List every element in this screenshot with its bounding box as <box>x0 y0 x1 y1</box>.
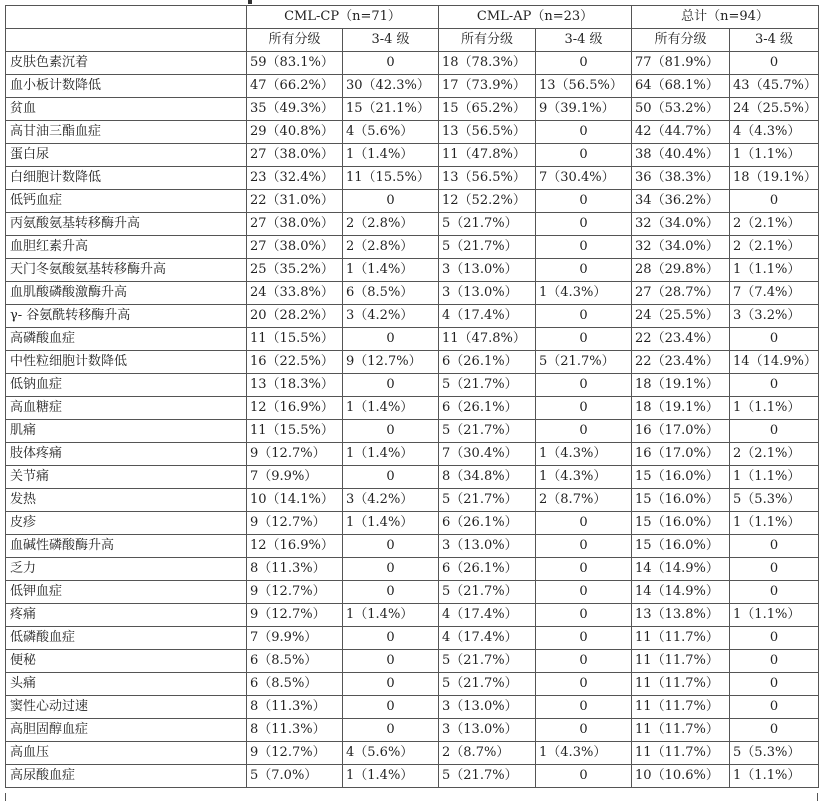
adverse-event-name: 乏力 <box>6 558 247 581</box>
value-cell: 0 <box>536 535 632 558</box>
value-cell: 7（30.4%） <box>536 167 632 190</box>
adverse-event-name: 皮疹 <box>6 512 247 535</box>
value-cell: 0 <box>536 121 632 144</box>
value-cell: 0 <box>730 650 819 673</box>
table-row <box>6 420 819 443</box>
value-cell: 2（8.7%） <box>536 489 632 512</box>
value-cell: 0 <box>730 581 819 604</box>
value-cell: 20（28.2%） <box>247 305 343 328</box>
value-cell: 0 <box>536 144 632 167</box>
value-cell: 1（1.4%） <box>343 512 439 535</box>
value-cell: 0 <box>536 374 632 397</box>
adverse-events-table <box>5 5 819 788</box>
value-cell: 0 <box>536 52 632 75</box>
value-cell: 1（1.4%） <box>343 397 439 420</box>
value-cell: 36（38.3%） <box>632 167 730 190</box>
table-row <box>6 696 819 719</box>
value-cell: 12（16.9%） <box>247 397 343 420</box>
value-cell: 22（31.0%） <box>247 190 343 213</box>
value-cell: 3（13.0%） <box>439 535 536 558</box>
value-cell: 1（1.4%） <box>343 604 439 627</box>
value-cell: 0 <box>536 328 632 351</box>
value-cell: 0 <box>343 52 439 75</box>
value-cell: 3（13.0%） <box>439 696 536 719</box>
value-cell: 0 <box>536 420 632 443</box>
adverse-event-name: 低钠血症 <box>6 374 247 397</box>
value-cell: 9（12.7%） <box>247 512 343 535</box>
value-cell: 11（15.5%） <box>247 328 343 351</box>
value-cell: 18（19.1%） <box>632 397 730 420</box>
value-cell: 3（4.2%） <box>343 489 439 512</box>
value-cell: 6（26.1%） <box>439 351 536 374</box>
value-cell: 9（12.7%） <box>247 443 343 466</box>
value-cell: 0 <box>343 328 439 351</box>
value-cell: 2（2.1%） <box>730 236 819 259</box>
value-cell: 1（1.1%） <box>730 466 819 489</box>
value-cell: 1（1.1%） <box>730 144 819 167</box>
table-row <box>6 213 819 236</box>
table-row <box>6 627 819 650</box>
adverse-event-name: 中性粒细胞计数降低 <box>6 351 247 374</box>
value-cell: 4（5.6%） <box>343 121 439 144</box>
value-cell: 7（7.4%） <box>730 282 819 305</box>
value-cell: 1（1.4%） <box>343 765 439 788</box>
value-cell: 4（17.4%） <box>439 627 536 650</box>
table-row <box>6 397 819 420</box>
table-row <box>6 144 819 167</box>
corner-cell <box>6 29 247 52</box>
subheader-row <box>6 29 819 52</box>
value-cell: 15（16.0%） <box>632 466 730 489</box>
value-cell: 47（66.2%） <box>247 75 343 98</box>
subheader-grade-3-4: 3-4 级 <box>536 29 632 52</box>
value-cell: 18（19.1%） <box>730 167 819 190</box>
corner-cell <box>6 6 247 29</box>
value-cell: 0 <box>536 305 632 328</box>
value-cell: 4（17.4%） <box>439 305 536 328</box>
value-cell: 1（4.3%） <box>536 466 632 489</box>
value-cell: 6（8.5%） <box>343 282 439 305</box>
value-cell: 2（2.1%） <box>730 213 819 236</box>
adverse-event-name: 窦性心动过速 <box>6 696 247 719</box>
adverse-event-name: 肢体疼痛 <box>6 443 247 466</box>
cropped-caption-mark <box>248 0 252 4</box>
adverse-event-name: 高血压 <box>6 742 247 765</box>
value-cell: 13（18.3%） <box>247 374 343 397</box>
value-cell: 0 <box>730 696 819 719</box>
value-cell: 24（25.5%） <box>632 305 730 328</box>
value-cell: 8（11.3%） <box>247 719 343 742</box>
value-cell: 0 <box>536 650 632 673</box>
value-cell: 5（21.7%） <box>439 420 536 443</box>
table-row <box>6 512 819 535</box>
value-cell: 0 <box>536 627 632 650</box>
value-cell: 4（5.6%） <box>343 742 439 765</box>
value-cell: 23（32.4%） <box>247 167 343 190</box>
table-row <box>6 259 819 282</box>
value-cell: 0 <box>343 696 439 719</box>
value-cell: 15（16.0%） <box>632 512 730 535</box>
value-cell: 16（22.5%） <box>247 351 343 374</box>
adverse-event-name: 高血糖症 <box>6 397 247 420</box>
value-cell: 2（2.8%） <box>343 236 439 259</box>
table-row <box>6 604 819 627</box>
value-cell: 15（16.0%） <box>632 535 730 558</box>
value-cell: 32（34.0%） <box>632 236 730 259</box>
table-row <box>6 282 819 305</box>
adverse-event-name: 高磷酸血症 <box>6 328 247 351</box>
value-cell: 22（23.4%） <box>632 351 730 374</box>
value-cell: 0 <box>343 581 439 604</box>
adverse-event-name: 发热 <box>6 489 247 512</box>
value-cell: 28（29.8%） <box>632 259 730 282</box>
value-cell: 3（3.2%） <box>730 305 819 328</box>
value-cell: 42（44.7%） <box>632 121 730 144</box>
table-row <box>6 236 819 259</box>
value-cell: 59（83.1%） <box>247 52 343 75</box>
value-cell: 13（56.5%） <box>439 121 536 144</box>
value-cell: 0 <box>343 420 439 443</box>
value-cell: 2（8.7%） <box>439 742 536 765</box>
value-cell: 6（8.5%） <box>247 673 343 696</box>
value-cell: 11（47.8%） <box>439 144 536 167</box>
table-row <box>6 75 819 98</box>
table-row <box>6 374 819 397</box>
adverse-event-name: 血小板计数降低 <box>6 75 247 98</box>
value-cell: 16（17.0%） <box>632 420 730 443</box>
value-cell: 11（15.5%） <box>343 167 439 190</box>
value-cell: 18（19.1%） <box>632 374 730 397</box>
value-cell: 14（14.9%） <box>730 351 819 374</box>
value-cell: 38（40.4%） <box>632 144 730 167</box>
adverse-event-name: 贫血 <box>6 98 247 121</box>
value-cell: 0 <box>536 696 632 719</box>
value-cell: 4（17.4%） <box>439 604 536 627</box>
adverse-event-name: 低钙血症 <box>6 190 247 213</box>
value-cell: 0 <box>343 627 439 650</box>
value-cell: 8（11.3%） <box>247 696 343 719</box>
value-cell: 27（38.0%） <box>247 236 343 259</box>
value-cell: 0 <box>343 535 439 558</box>
value-cell: 0 <box>536 213 632 236</box>
adverse-event-name: 血碱性磷酸酶升高 <box>6 535 247 558</box>
value-cell: 0 <box>536 673 632 696</box>
table-row <box>6 190 819 213</box>
adverse-event-name: 低钾血症 <box>6 581 247 604</box>
value-cell: 7（9.9%） <box>247 627 343 650</box>
value-cell: 1（1.1%） <box>730 765 819 788</box>
value-cell: 13（56.5%） <box>439 167 536 190</box>
value-cell: 14（14.9%） <box>632 558 730 581</box>
value-cell: 0 <box>343 650 439 673</box>
table-row <box>6 351 819 374</box>
adverse-event-name: 便秘 <box>6 650 247 673</box>
value-cell: 9（39.1%） <box>536 98 632 121</box>
value-cell: 25（35.2%） <box>247 259 343 282</box>
value-cell: 77（81.9%） <box>632 52 730 75</box>
value-cell: 1（1.1%） <box>730 397 819 420</box>
value-cell: 11（11.7%） <box>632 696 730 719</box>
table-row <box>6 719 819 742</box>
value-cell: 24（33.8%） <box>247 282 343 305</box>
value-cell: 15（16.0%） <box>632 489 730 512</box>
table-row <box>6 742 819 765</box>
value-cell: 29（40.8%） <box>247 121 343 144</box>
subheader-grade-3-4: 3-4 级 <box>730 29 819 52</box>
table-row <box>6 489 819 512</box>
value-cell: 1（4.3%） <box>536 742 632 765</box>
value-cell: 0 <box>730 673 819 696</box>
value-cell: 4（4.3%） <box>730 121 819 144</box>
value-cell: 3（13.0%） <box>439 282 536 305</box>
value-cell: 27（28.7%） <box>632 282 730 305</box>
value-cell: 6（26.1%） <box>439 512 536 535</box>
value-cell: 5（21.7%） <box>439 236 536 259</box>
value-cell: 15（21.1%） <box>343 98 439 121</box>
value-cell: 0 <box>730 719 819 742</box>
table-row <box>6 466 819 489</box>
value-cell: 22（23.4%） <box>632 328 730 351</box>
value-cell: 3（4.2%） <box>343 305 439 328</box>
group-header-cml-cp: CML-CP（n=71） <box>247 6 439 29</box>
adverse-event-name: 丙氨酸氨基转移酶升高 <box>6 213 247 236</box>
value-cell: 11（11.7%） <box>632 719 730 742</box>
value-cell: 6（26.1%） <box>439 558 536 581</box>
value-cell: 1（1.1%） <box>730 259 819 282</box>
adverse-event-name: 皮肤色素沉着 <box>6 52 247 75</box>
table-border-continuation <box>5 793 6 801</box>
value-cell: 5（21.7%） <box>439 765 536 788</box>
adverse-event-name: 蛋白尿 <box>6 144 247 167</box>
adverse-event-name: 白细胞计数降低 <box>6 167 247 190</box>
value-cell: 11（11.7%） <box>632 673 730 696</box>
adverse-event-name: 高胆固醇血症 <box>6 719 247 742</box>
value-cell: 1（4.3%） <box>536 443 632 466</box>
table-row <box>6 650 819 673</box>
value-cell: 0 <box>730 52 819 75</box>
subheader-all-grades: 所有分级 <box>439 29 536 52</box>
value-cell: 1（1.1%） <box>730 604 819 627</box>
value-cell: 10（10.6%） <box>632 765 730 788</box>
value-cell: 2（2.8%） <box>343 213 439 236</box>
value-cell: 17（73.9%） <box>439 75 536 98</box>
value-cell: 0 <box>536 719 632 742</box>
adverse-event-name: 血胆红素升高 <box>6 236 247 259</box>
value-cell: 0 <box>536 765 632 788</box>
value-cell: 0 <box>730 374 819 397</box>
value-cell: 5（21.7%） <box>536 351 632 374</box>
value-cell: 0 <box>730 558 819 581</box>
table-row <box>6 305 819 328</box>
value-cell: 9（12.7%） <box>343 351 439 374</box>
value-cell: 1（1.1%） <box>730 512 819 535</box>
table-row <box>6 121 819 144</box>
value-cell: 14（14.9%） <box>632 581 730 604</box>
subheader-all-grades: 所有分级 <box>247 29 343 52</box>
table-border-continuation <box>817 793 818 801</box>
value-cell: 11（11.7%） <box>632 742 730 765</box>
adverse-event-name: 天门冬氨酸氨基转移酶升高 <box>6 259 247 282</box>
value-cell: 11（47.8%） <box>439 328 536 351</box>
value-cell: 6（26.1%） <box>439 397 536 420</box>
table-row <box>6 167 819 190</box>
adverse-event-name: γ- 谷氨酰转移酶升高 <box>6 305 247 328</box>
adverse-event-name: 低磷酸血症 <box>6 627 247 650</box>
value-cell: 0 <box>536 512 632 535</box>
table-row <box>6 535 819 558</box>
value-cell: 2（2.1%） <box>730 443 819 466</box>
value-cell: 0 <box>730 190 819 213</box>
table-row <box>6 673 819 696</box>
value-cell: 0 <box>536 604 632 627</box>
value-cell: 13（56.5%） <box>536 75 632 98</box>
table-row <box>6 765 819 788</box>
value-cell: 0 <box>730 627 819 650</box>
value-cell: 8（11.3%） <box>247 558 343 581</box>
value-cell: 0 <box>343 558 439 581</box>
table-row <box>6 98 819 121</box>
value-cell: 15（65.2%） <box>439 98 536 121</box>
value-cell: 12（16.9%） <box>247 535 343 558</box>
value-cell: 0 <box>343 190 439 213</box>
value-cell: 10（14.1%） <box>247 489 343 512</box>
group-header-total: 总计（n=94） <box>632 6 819 29</box>
table-row <box>6 581 819 604</box>
value-cell: 1（4.3%） <box>536 282 632 305</box>
adverse-event-name: 高甘油三酯血症 <box>6 121 247 144</box>
value-cell: 0 <box>536 397 632 420</box>
value-cell: 0 <box>536 558 632 581</box>
value-cell: 5（21.7%） <box>439 650 536 673</box>
value-cell: 8（34.8%） <box>439 466 536 489</box>
value-cell: 11（11.7%） <box>632 650 730 673</box>
value-cell: 34（36.2%） <box>632 190 730 213</box>
value-cell: 12（52.2%） <box>439 190 536 213</box>
value-cell: 0 <box>730 420 819 443</box>
value-cell: 5（5.3%） <box>730 489 819 512</box>
value-cell: 64（68.1%） <box>632 75 730 98</box>
value-cell: 1（1.4%） <box>343 443 439 466</box>
value-cell: 0 <box>343 719 439 742</box>
value-cell: 7（30.4%） <box>439 443 536 466</box>
table-row <box>6 328 819 351</box>
value-cell: 9（12.7%） <box>247 581 343 604</box>
value-cell: 5（5.3%） <box>730 742 819 765</box>
value-cell: 50（53.2%） <box>632 98 730 121</box>
value-cell: 0 <box>730 535 819 558</box>
value-cell: 9（12.7%） <box>247 604 343 627</box>
value-cell: 13（13.8%） <box>632 604 730 627</box>
value-cell: 5（21.7%） <box>439 374 536 397</box>
adverse-event-name: 肌痛 <box>6 420 247 443</box>
value-cell: 0 <box>343 374 439 397</box>
group-header-cml-ap: CML-AP（n=23） <box>439 6 632 29</box>
value-cell: 1（1.4%） <box>343 144 439 167</box>
adverse-event-name: 高尿酸血症 <box>6 765 247 788</box>
value-cell: 0 <box>343 466 439 489</box>
value-cell: 0 <box>536 190 632 213</box>
table-row <box>6 443 819 466</box>
value-cell: 27（38.0%） <box>247 213 343 236</box>
value-cell: 0 <box>343 673 439 696</box>
value-cell: 5（21.7%） <box>439 489 536 512</box>
group-header-row <box>6 6 819 29</box>
value-cell: 0 <box>536 236 632 259</box>
value-cell: 3（13.0%） <box>439 719 536 742</box>
value-cell: 18（78.3%） <box>439 52 536 75</box>
value-cell: 27（38.0%） <box>247 144 343 167</box>
adverse-event-name: 疼痛 <box>6 604 247 627</box>
value-cell: 30（42.3%） <box>343 75 439 98</box>
table-row <box>6 558 819 581</box>
value-cell: 43（45.7%） <box>730 75 819 98</box>
value-cell: 16（17.0%） <box>632 443 730 466</box>
subheader-all-grades: 所有分级 <box>632 29 730 52</box>
value-cell: 6（8.5%） <box>247 650 343 673</box>
value-cell: 0 <box>730 328 819 351</box>
value-cell: 5（7.0%） <box>247 765 343 788</box>
adverse-event-name: 头痛 <box>6 673 247 696</box>
table-row <box>6 52 819 75</box>
subheader-grade-3-4: 3-4 级 <box>343 29 439 52</box>
value-cell: 0 <box>536 581 632 604</box>
value-cell: 32（34.0%） <box>632 213 730 236</box>
value-cell: 5（21.7%） <box>439 673 536 696</box>
value-cell: 0 <box>536 259 632 282</box>
value-cell: 11（11.7%） <box>632 627 730 650</box>
value-cell: 35（49.3%） <box>247 98 343 121</box>
adverse-event-name: 血肌酸磷酸激酶升高 <box>6 282 247 305</box>
value-cell: 9（12.7%） <box>247 742 343 765</box>
value-cell: 24（25.5%） <box>730 98 819 121</box>
value-cell: 3（13.0%） <box>439 259 536 282</box>
value-cell: 7（9.9%） <box>247 466 343 489</box>
value-cell: 5（21.7%） <box>439 581 536 604</box>
adverse-event-name: 关节痛 <box>6 466 247 489</box>
value-cell: 1（1.4%） <box>343 259 439 282</box>
value-cell: 5（21.7%） <box>439 213 536 236</box>
value-cell: 11（15.5%） <box>247 420 343 443</box>
